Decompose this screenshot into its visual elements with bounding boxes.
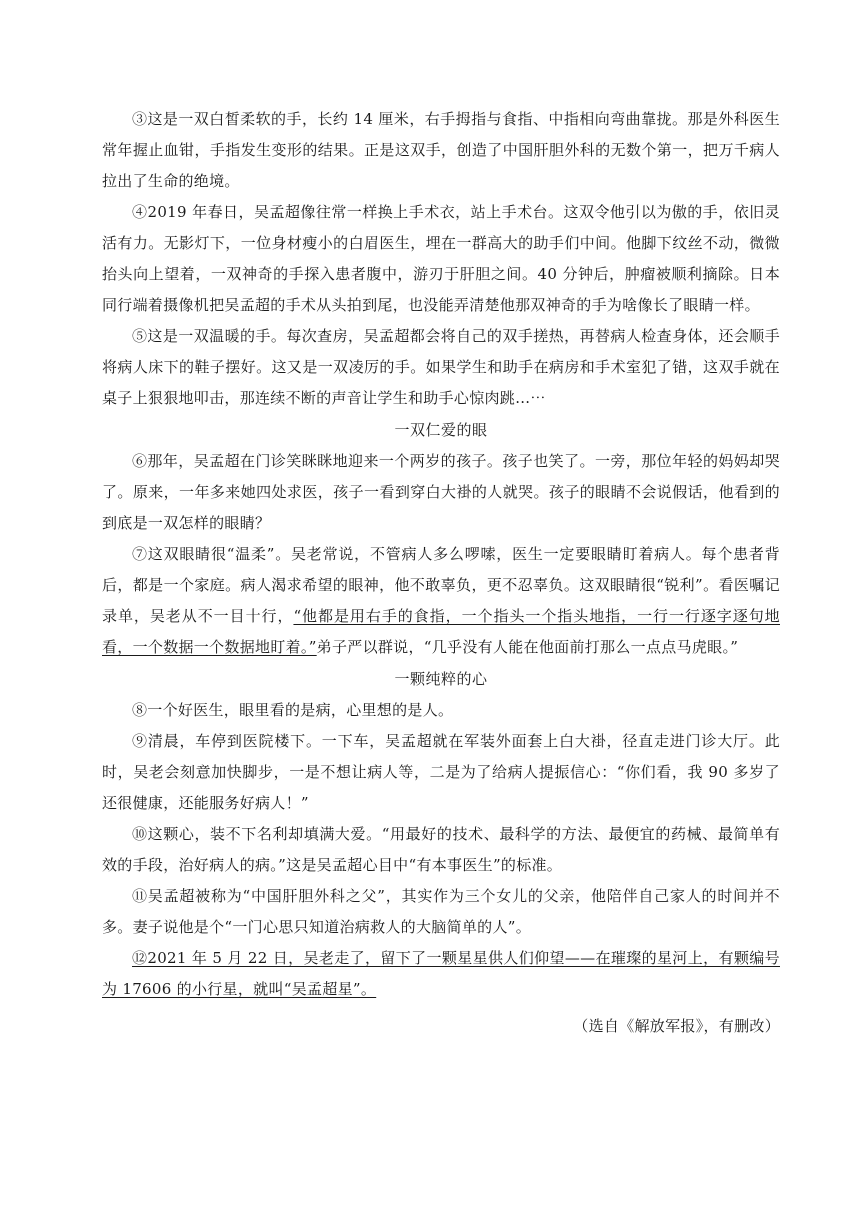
paragraph-8: ⑧一个好医生，眼里看的是病，心里想的是人。: [132, 701, 454, 719]
paragraph-7-text-a: ⑦这双眼睛很“温柔”。吴老常说，不管病人多么啰嗦，医生一定要眼睛盯着病人。每个患者背后，都是一个家庭。病人渴求希望的眼神，他不敢辜负，更不忍辜负。这双眼睛很“锐利”。看医嘱记录单，吴老从不一目十行，: [102, 545, 780, 625]
paragraph-6: ⑥那年，吴孟超在门诊笑眯眯地迎来一个两岁的孩子。孩子也笑了。一旁，那位年轻的妈妈却哭了。原来，一年多来她四处求医，孩子一看到穿白大褂的人就哭。孩子的眼睛不会说假话，他看到的到底是一双怎样的眼睛？: [102, 452, 780, 532]
paragraph-12: [102, 943, 780, 1005]
paragraph-7-underlined-quote: “他都是用右手的食指，一个指头一个指头地指，一行一行逐字逐句地看，一个数据一个数据地盯着。”: [102, 607, 780, 656]
paragraph-7-text-b: 弟子严以群说，“几乎没有人能在他面前打那么一点点马虎眼。”: [316, 638, 739, 656]
paragraph-11: ⑪吴孟超被称为“中国肝胆外科之父”，其实作为三个女儿的父亲，他陪伴自己家人的时间并不多。妻子说他是个“一门心思只知道治病救人的大脑简单的人”。: [102, 887, 780, 936]
source-citation: （选自《解放军报》，有删改）: [573, 1017, 780, 1035]
paragraph-3: ③这是一双白皙柔软的手，长约 14 厘米，右手拇指与食指、中指相向弯曲靠拢。那是外科医生常年握止血钳，手指发生变形的结果。正是这双手，创造了中国肝胆外科的无数个第一，把万千病人拉出了生命的绝境。: [102, 110, 780, 190]
section-heading-eyes: 一双仁爱的眼: [394, 421, 488, 439]
paragraph-12-underlined-text: ⑫2021 年 5 月 22 日，吴老走了，留下了一颗星星供人们仰望——在璀璨的星河上，有颗编号为 17606 的小行星，就叫“吴孟超星”。: [102, 949, 780, 998]
paragraph-9: ⑨清晨，车停到医院楼下。一下车，吴孟超就在军装外面套上白大褂，径直走进门诊大厅。此时，吴老会刻意加快脚步，一是不想让病人等，二是为了给病人提振信心：“你们看，我 90 多岁了还很健康，还能服务好病人！”: [102, 732, 780, 812]
section-heading-heart: 一颗纯粹的心: [394, 670, 488, 688]
paragraph-5: ⑤这是一双温暖的手。每次查房，吴孟超都会将自己的双手搓热，再替病人检查身体，还会顺手将病人床下的鞋子摆好。这又是一双凌厉的手。如果学生和助手在病房和手术室犯了错，这双手就在桌子上狠狠地叩击，那连续不断的声音让学生和助手心惊肉跳…⋯: [102, 327, 780, 407]
article-body: [102, 104, 780, 1041]
paragraph-10: ⑩这颗心，装不下名利却填满大爱。“用最好的技术、最科学的方法、最便宜的药械、最简单有效的手段，治好病人的病。”这是吴孟超心目中“有本事医生”的标准。: [102, 825, 780, 874]
paragraph-4: ④2019 年春日，吴孟超像往常一样换上手术衣，站上手术台。这双令他引以为傲的手，依旧灵活有力。无影灯下，一位身材瘦小的白眉医生，埋在一群高大的助手们中间。他脚下纹丝不动，微微抬头向上望着，一双神奇的手探入患者腹中，游刃于肝胆之间。40 分钟后，肿瘤被顺利摘除。日本同行端着摄像机把吴孟超的手术从头拍到尾，也没能弄清楚他那双神奇的手为啥像长了眼睛一样。: [102, 203, 780, 314]
paragraph-7: [102, 539, 780, 663]
